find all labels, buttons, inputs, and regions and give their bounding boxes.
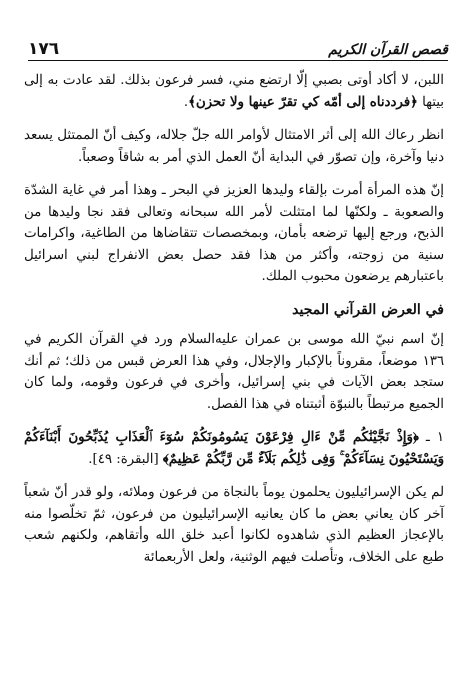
section-heading: في العرض القرآني المجيد	[292, 301, 444, 318]
paragraph-1	[24, 70, 444, 113]
paragraph-2: انظر رعاك الله إلى أثر الامتثال لأوامر الله جلّ جلاله، وكيف أنّ الممتثل يسعد دنيا وآخرة، وإن تصوّر في البداية أنّ العمل الذي أمر به شاقاً وصعباً.	[24, 128, 444, 165]
verse-text: ﴿وَإِذْ نَجَّيْنَٰكُم مِّنْ ءَالِ فِرْعَوْنَ يَسُومُونَكُمْ سُوٓءَ ٱلْعَذَابِ يُذَبِّحُونَ أَبْنَآءَكُمْ وَيَسْتَحْيُونَ نِسَآءَكُمْ ۚ وَفِى ذَٰلِكُم بَلَآءٌ مِّن رَّبِّكُمْ عَظِيمٌ﴾	[24, 430, 444, 467]
page-body	[24, 70, 444, 568]
page-number: ١٧٦	[28, 39, 60, 59]
section-paragraph-2: لم يكن الإسرائيليون يحلمون يوماً بالنجاة من فرعون وملائه، ولو قدر أنّ شعباً آخر كان يعاني بعض ما كان يعانيه الإسرائيليون من فرعون، ثمّ تخلّصوا منه بالإعجاز العظيم الذي شاهدوه لكانوا أعبد خلق الله وأتقاهم، ولكنهم شعب طبع على الخلاف، وتأصلت فيهم الوثنية، ولعل الأربعمائة	[24, 485, 444, 565]
verse-number: ١ ـ	[425, 430, 444, 445]
paragraph-1-end: .	[183, 94, 189, 110]
running-title: قصص القرآن الكريم	[328, 42, 448, 58]
paragraph-1-text: اللبن، لا أكاد أوتى بصبي إلّا ارتضع مني، فسر فرعون بذلك. لقد عادت به إلى بيتها	[24, 73, 444, 110]
page-header	[28, 34, 448, 61]
verse-reference: [البقرة: ٤٩].	[88, 451, 159, 467]
paragraph-3: إنّ هذه المرأة أمرت بإلقاء وليدها العزيز في البحر ـ وهذا أمر في غاية الشدّة والصعوبة ـ ولكنّها لما امتثلت لأمر الله سبحانه وتعالى فقد نجا وليدها من الذبح، ورجع إليها ترضعه بأمان، وبمخصصات تتقاضاها من الطاغية، واكرامات سنية من زوجته، وأكثر من هذا فقد حصل بعض الانفراج لبني اسرائيل باعتبارهم يرضعون محبوب الملك.	[24, 183, 444, 284]
verse-block	[24, 427, 444, 470]
section-paragraph-1: إنّ اسم نبيّ الله موسى بن عمران عليه‌السلام ورد في القرآن الكريم في ١٣٦ موضعاً، مقروناً بالإكبار والإجلال، وفي هذا العرض قبس من ذلك؛ ثم أنك ستجد بعض الآيات في بني إسرائيل، وأخرى في فرعون وقومه، ولما كان الجميع مرتبطاً بالنبوّة أثبتناه في هذا الفصل.	[24, 332, 444, 412]
quran-quote: ﴿فرددناه إلى أمّه كي تقرّ عينها ولا تحزن﴾	[188, 94, 418, 110]
